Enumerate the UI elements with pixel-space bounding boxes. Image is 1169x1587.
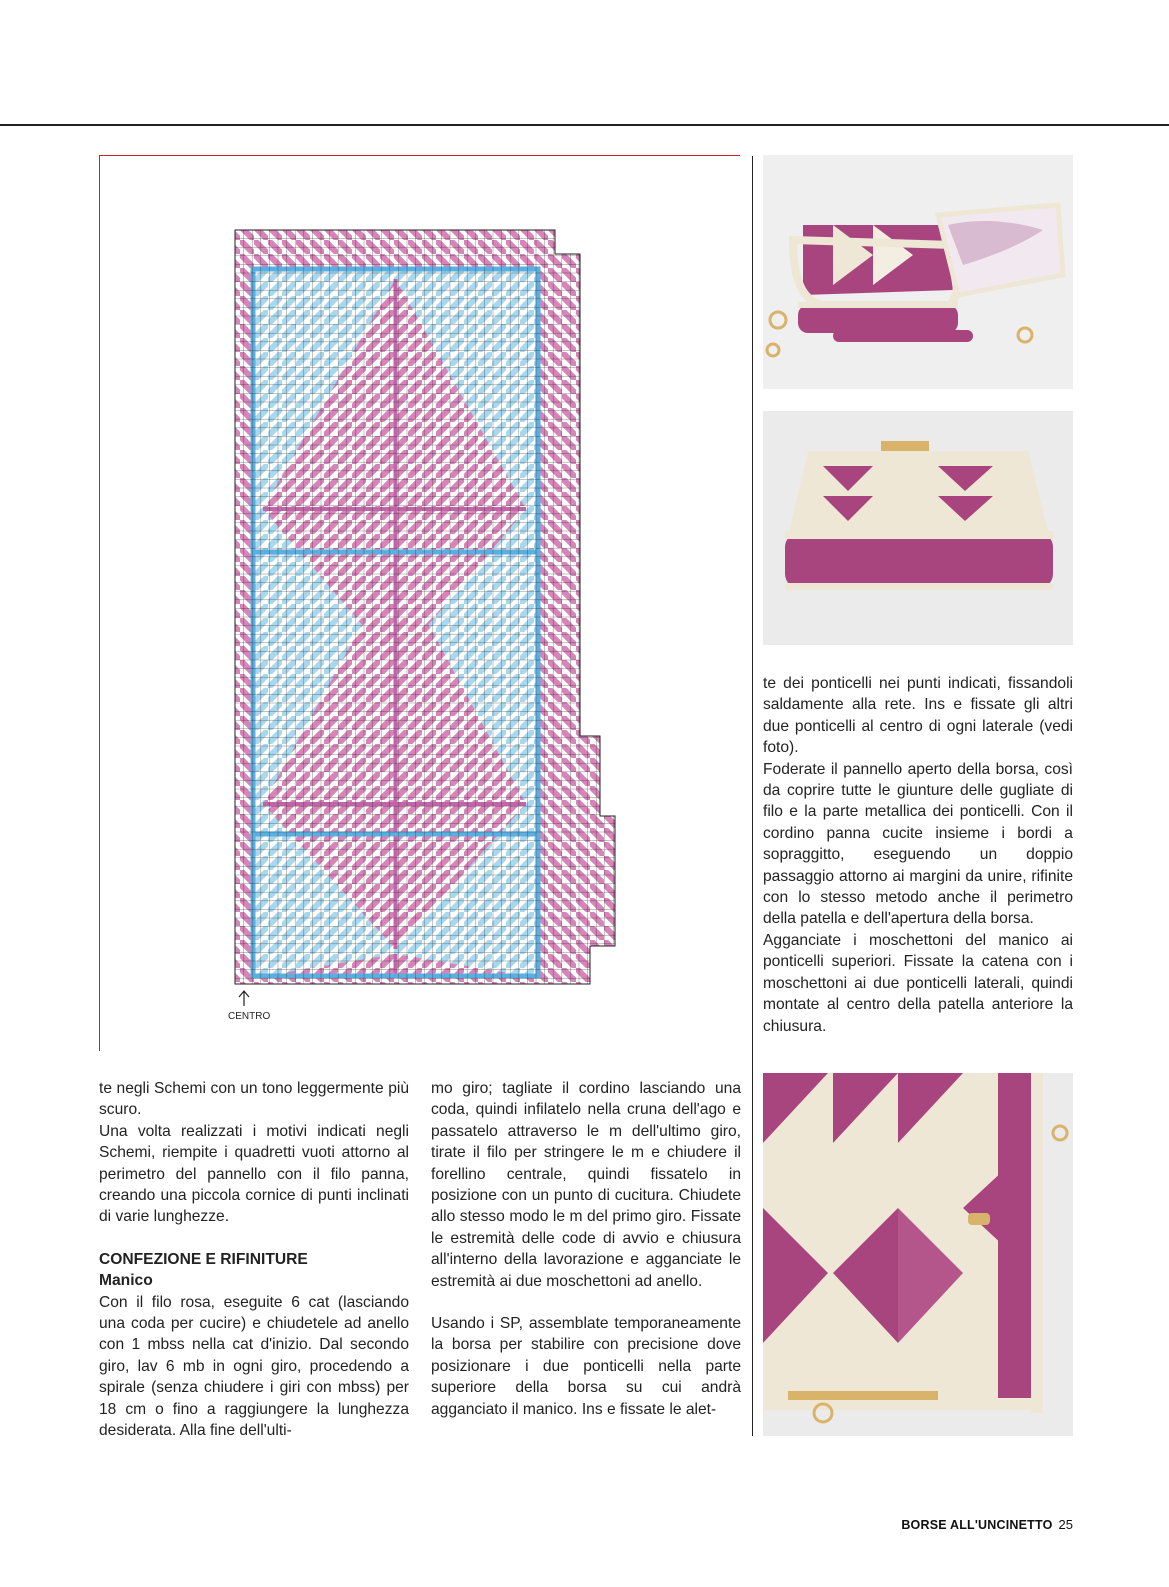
- text-column-middle: [431, 1078, 741, 1420]
- text-column-right: [763, 673, 1073, 1037]
- paragraph: mo giro; tagliate il cordino lasciando una coda, quindi infilatelo nella cruna dell'ago e passatelo attraverso le m dell'ultimo giro, tirate il filo per stringere le m e chiudere il forellino centrale, quindi fissatelo in posizione con un punto di cucitura. Chiudete allo stesso modo le m del primo giro. Fissate le estremità delle code di avvio e chiusura all'interno della lavorazione e agganciate le estremità ai due moschettoni ad anello.: [431, 1080, 741, 1290]
- text-column-left: [99, 1078, 409, 1442]
- section-title: CONFEZIONE E RIFINITURE: [99, 1250, 308, 1268]
- bag-closeup-photo: [763, 1073, 1073, 1436]
- subsection-title: Manico: [99, 1272, 153, 1290]
- magazine-name: BORSE ALL'UNCINETTO: [901, 1518, 1053, 1532]
- paragraph: Con il filo rosa, eseguite 6 cat (lasciando una coda per cucire) e chiudetele ad anello con 1 mbss nella cat d'inizio. Dal secondo giro, lav 6 mb in ogni giro, procedendo a spirale (senza chiudere i giri con mbss) per 18 cm o fino a raggiungere la lunghezza desiderata. Alla fine dell'ulti-: [99, 1293, 409, 1440]
- paragraph: te negli Schemi con un tono leggermente più scuro.: [99, 1080, 409, 1119]
- paragraph: Foderate il pannello aperto della borsa, così da coprire tutte le giunture delle gugliate di filo e la parte metallica dei ponticelli. Con il cordino panna cucite insieme i bordi a sopraggitto, eseguendo un doppio passaggio attorno ai margini da unire, rifinite con lo stesso metodo anche il perimetro della patella e dell'apertura della borsa.: [763, 760, 1073, 928]
- open-bag-photo: [763, 155, 1073, 389]
- paragraph: Una volta realizzati i motivi indicati negli Schemi, riempite i quadretti vuoti attorno al perimetro del pannello con il filo panna, creando una piccola cornice di punti inclinati di varie lunghezze.: [99, 1122, 409, 1226]
- top-rule: [0, 124, 1169, 126]
- paragraph: Usando i SP, assemblate temporaneamente la borsa per stabilire con precisione dove posizionare i due ponticelli nella parte superiore della borsa su cui andrà agganciato il manico. Ins e fissate le alet-: [431, 1315, 741, 1418]
- centro-label: CENTRO: [228, 1011, 271, 1022]
- page-number: 25: [1058, 1517, 1073, 1532]
- page-footer: [901, 1517, 1073, 1532]
- paragraph: Agganciate i moschettoni del manico ai ponticelli superiori. Fissate la catena con i moschettoni ai due ponticelli laterali, quindi montate al centro della patella anteriore la chiusura.: [763, 931, 1073, 1035]
- schema-frame: [99, 155, 740, 1051]
- column-rule: [752, 156, 753, 1436]
- bag-side-photo: [763, 411, 1073, 645]
- stitch-chart: [100, 156, 741, 1052]
- paragraph: te dei ponticelli nei punti indicati, fissandoli saldamente alla rete. Ins e fissate gli altri due ponticelli al centro di ogni laterale (vedi foto).: [763, 675, 1073, 757]
